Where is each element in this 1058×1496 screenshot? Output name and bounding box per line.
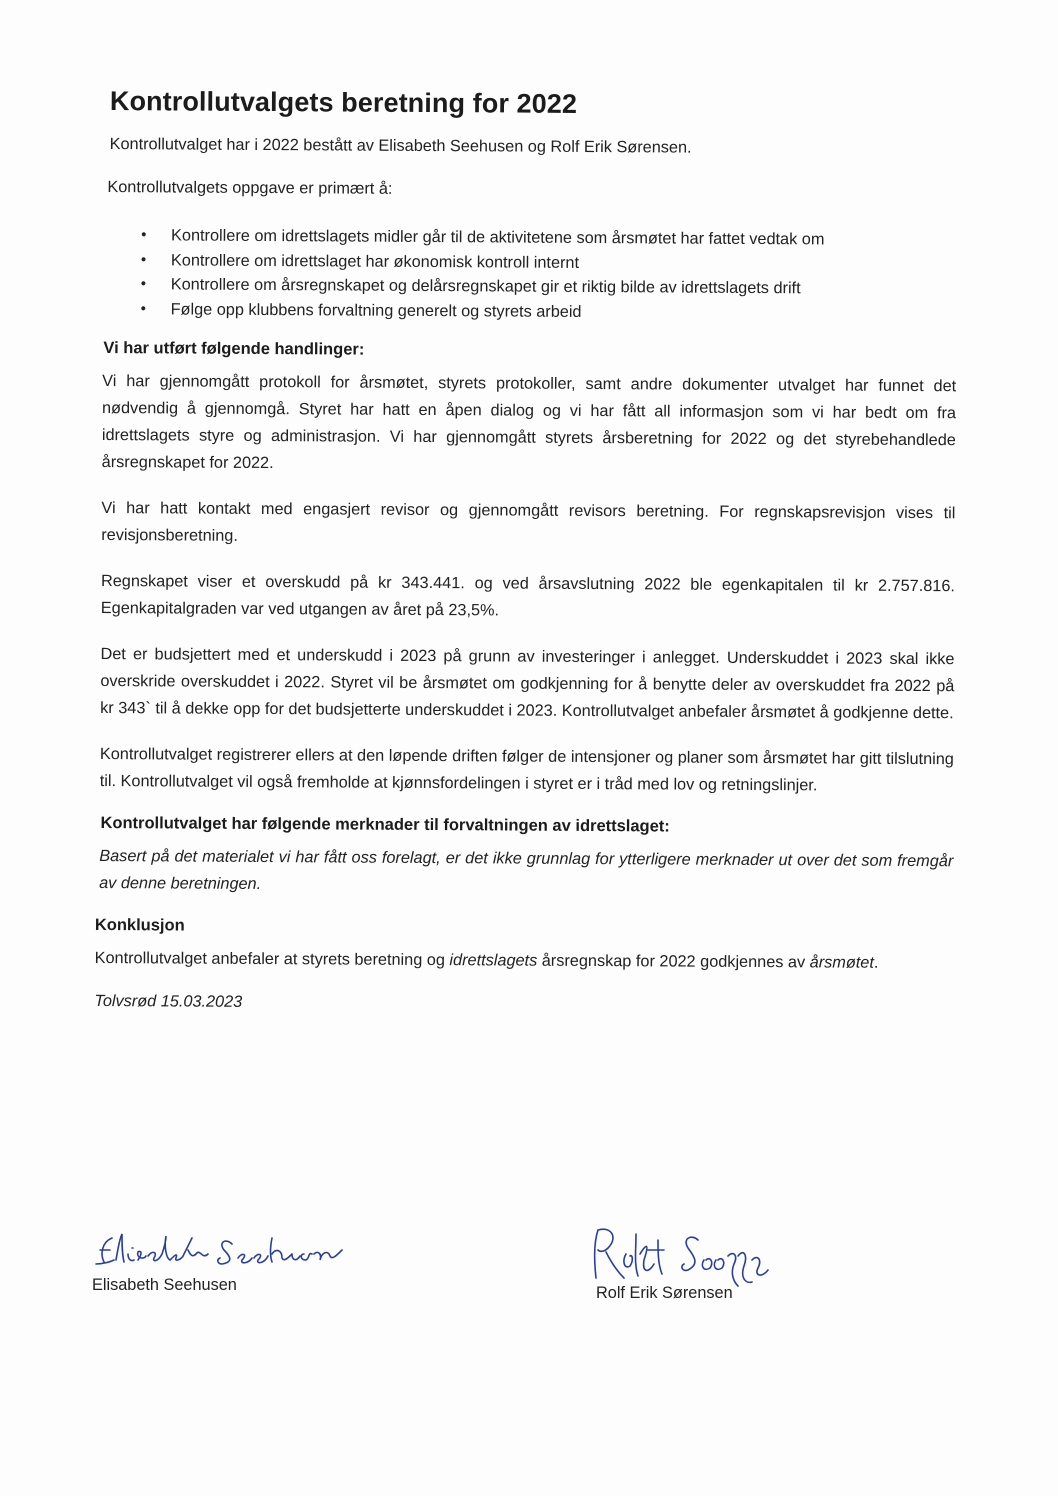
list-item-text: Følge opp klubbens forvaltning generelt og styrets arbeid <box>170 299 582 321</box>
conclusion-italic-text: idrettslagets <box>449 951 538 970</box>
conclusion-text: Kontrollutvalget anbefaler at styrets beretning og <box>94 948 450 970</box>
list-item-text: Kontrollere om idrettslagets midler går til de aktivitetene som årsmøtet har fattet vedtak om <box>171 226 825 249</box>
body-paragraph: Kontrollutvalget registrerer ellers at den løpende driften følger de intensjoner og planer som årsmøtet har gitt tilslutning til. Kontrollutvalget vil også fremholde at kjønnsfordelingen i styret er i tråd med lov og retningslinjer. <box>99 745 954 795</box>
body-paragraph: Vi har gjennomgått protokoll for årsmøtet, styrets protokoller, samt andre dokumenter utvalget har funnet det nødvendig å gjennomgå. Styret har hatt en åpen dialog og vi har fått all informasjon som vi har bedt om fra idrettslagets styre og administrasjon. Vi har gjennomgått styrets årsberetning for 2022 og det styrebehandlede årsregnskapet for 2022. <box>101 372 957 473</box>
body-paragraph: Det er budsjettert med et underskudd i 2023 på grunn av investeringer i anlegget. Underskuddet i 2023 skal ikke overskride overskuddet i 2022. Styret vil be årsmøtet om godkjenning for å benytte deler av overskuddet fra 2022 på kr 343` til å dekke opp for det budsjetterte underskuddet i 2023. Kontrollutvalget anbefaler årsmøtet å godkjenne dette. <box>100 645 955 723</box>
tasks-list <box>99 223 958 326</box>
signer-name-left: Elisabeth Seehusen <box>92 1276 237 1294</box>
handwritten-signature <box>588 1220 808 1290</box>
body-paragraph: Regnskapet viser et overskudd på kr 343.441. og ved årsavslutning 2022 ble egenkapitalen til kr 2.757.816. Egenkapitalgraden var ved utgangen av året på 23,5%. <box>100 572 956 620</box>
document-title: Kontrollutvalgets beretning for 2022 <box>109 86 578 119</box>
tasks-intro: Kontrollutvalgets oppgave er primært å: <box>107 178 393 198</box>
intro-paragraph: Kontrollutvalget har i 2022 bestått av Elisabeth Seehusen og Rolf Erik Sørensen. <box>109 135 692 157</box>
conclusion-text: årsregnskap for 2022 godkjennes av <box>537 951 810 972</box>
conclusion-heading: Konklusjon <box>94 915 185 935</box>
remarks-paragraph: Basert på det materialet vi har fått oss forelagt, er det ikke grunnlag for ytterligere merknader ut over det som fremgår av denne beretningen. <box>99 847 954 893</box>
list-item <box>139 297 957 326</box>
signature-block-right <box>588 1220 808 1303</box>
handwritten-signature <box>92 1224 372 1274</box>
bullet-icon: • <box>141 226 147 244</box>
signer-name-right: Rolf Erik Sørensen <box>596 1284 733 1302</box>
actions-heading: Vi har utført følgende handlinger: <box>103 339 365 359</box>
remarks-heading: Kontrollutvalget har følgende merknader til forvaltningen av idrettslaget: <box>100 814 670 836</box>
place-date: Tolvsrød 15.03.2023 <box>94 991 243 1011</box>
list-item-text: Kontrollere om idrettslaget har økonomisk kontroll internt <box>170 250 580 272</box>
bullet-icon: • <box>140 275 147 293</box>
list-item-text: Kontrollere om årsregnskapet og delårsregnskapet gir et riktig bilde av idrettslagets drift <box>170 275 801 298</box>
conclusion-text: . <box>873 953 879 972</box>
bullet-icon: • <box>140 250 147 268</box>
conclusion-paragraph <box>95 945 953 977</box>
document-body <box>94 86 958 1020</box>
signature-block-left <box>92 1224 372 1295</box>
body-paragraph: Vi har hatt kontakt med engasjert revisor og gjennomgått revisors beretning. For regnskapsrevisjon vises til revisjonsberetning. <box>101 499 956 545</box>
conclusion-italic-text: årsmøtet <box>809 953 874 972</box>
bullet-icon: • <box>140 299 146 317</box>
